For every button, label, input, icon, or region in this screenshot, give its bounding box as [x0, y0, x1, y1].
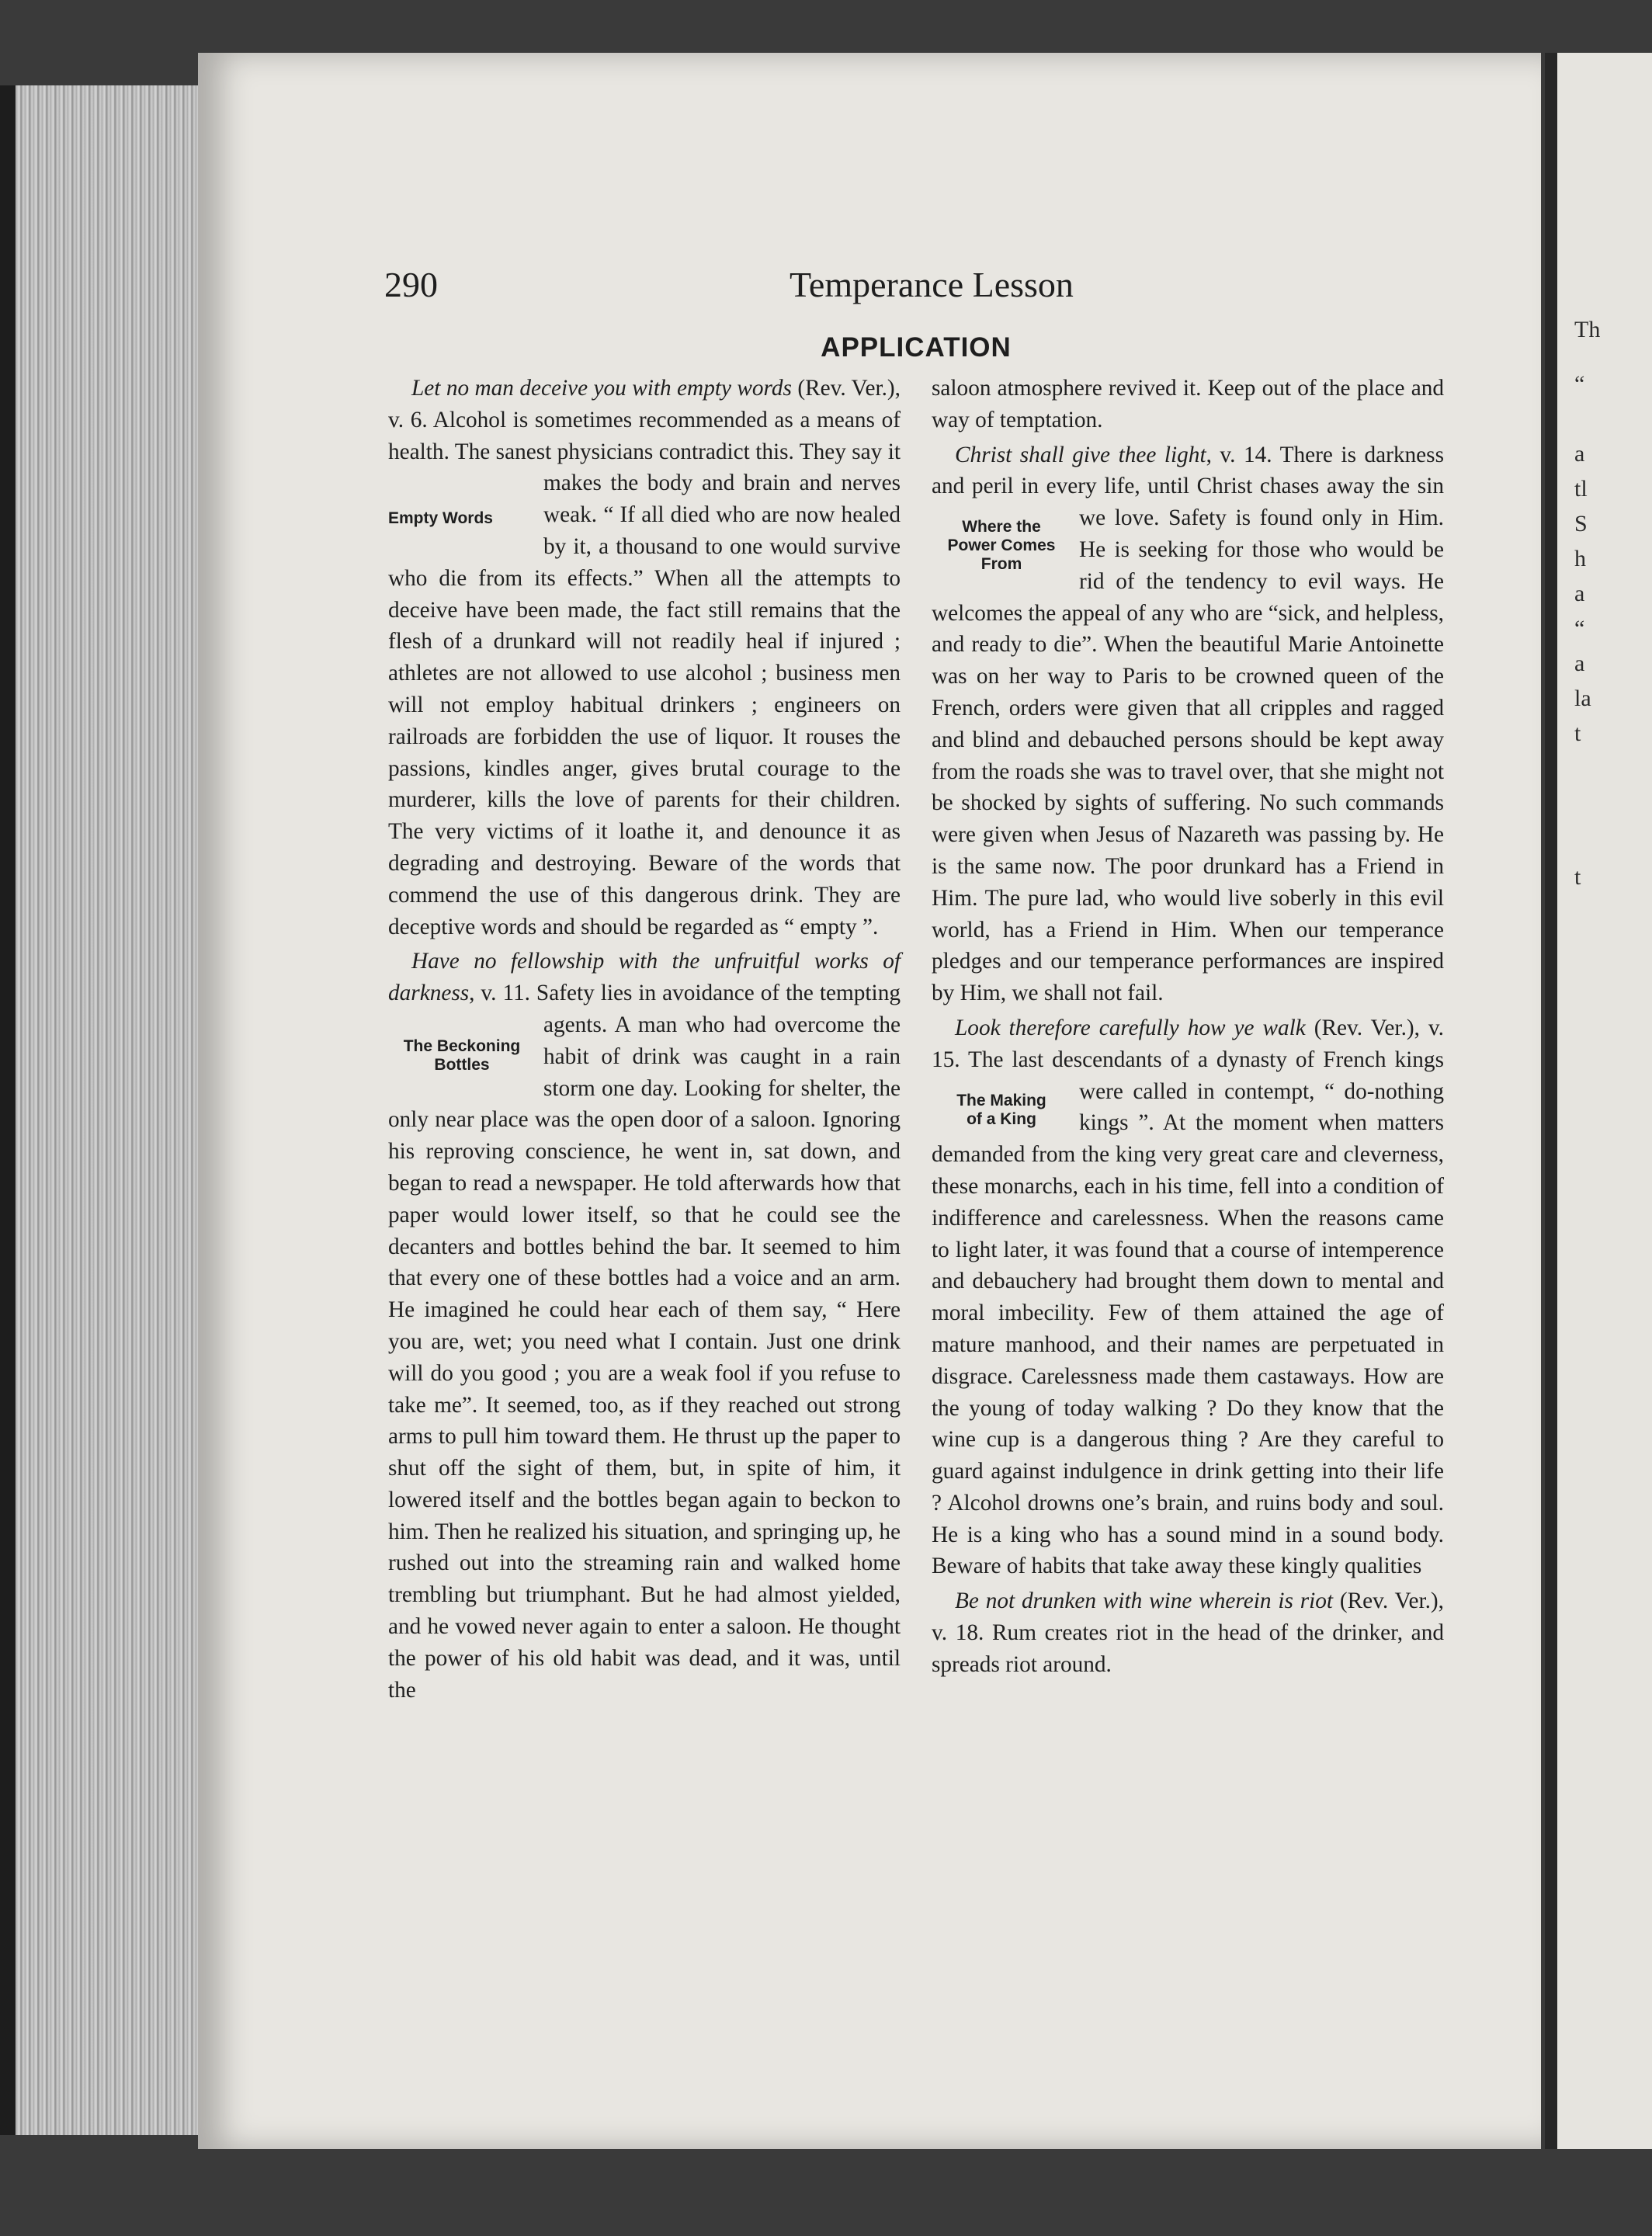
scripture-quote: Christ shall give thee light: [955, 442, 1206, 467]
scripture-quote: Be not drunken with wine wherein is riot: [955, 1588, 1334, 1614]
right-column: [932, 373, 1444, 1681]
marginal-note-power-comes-from: Where the Power Comes From: [947, 518, 1056, 574]
scripture-quote: Have no fellowship with the unfruitful works of darkness: [388, 949, 901, 1006]
next-page-fragment: tl: [1574, 476, 1588, 502]
paragraph-power-comes-from: [932, 439, 1444, 1009]
paragraph-text: , v. 14. There is darkness and peril in every life, until Christ chases away the sin we love. Safety is found: [932, 442, 1444, 531]
next-page-fragment: la: [1574, 686, 1591, 711]
paragraph-beckoning-bottles: [388, 946, 901, 1706]
paragraph-empty-words: [388, 373, 901, 943]
left-column: [388, 373, 901, 1706]
next-page-fragment: “: [1574, 616, 1585, 641]
paragraph-text: “ do-nothing kings ”. At the moment when matters demanded from the king very great care and cleverness, these monarchs, each in his time, fell into a condition of indifference and carelessness. When the reasons came to light later, it was found that a course of intemperence and debauchery had brought them down to mental and moral imbecility. Few of them attained the age of mature manhood, and their names are perpetuated in disgrace. Carelessness made them castaways. How are the young of today walking ? Do they know that the wine cup is a dangerous thing ? Are they careful to guard against indulgence in drink getting into their life ? Alcohol drowns one’s brain, and ruins body and soul. He is a king who has a sound mind in a sound body. Beware of habits that take away these kingly qualities: [932, 1078, 1444, 1579]
marginal-note-beckoning-bottles: The Beckoning Bottles: [403, 1036, 521, 1074]
paragraph-text: (Rev. Ver.), v. 18. Rum creates riot in the head of the drinker, and spreads riot around.: [932, 1588, 1445, 1677]
running-head: Temperance Lesson: [790, 265, 1074, 304]
paragraph-text: overcome the habit of drink was caught in a rain storm one day. Looking for shelter, the only near place was the open door of a saloon. Ignoring his reproving conscience, he went in, sat down, and began to read a newspaper. He told afterwards how that paper would lower itself, so that he could see the decanters and bottles behind the bar. It seemed to him that every one of these bottles had a voice and an arm. He imagined he could hear each of them say, “ Here you are, wet; you need what I contain. Just one drink will do you good ; you are a weak fool if you refuse to take me”. It seemed, too, as if they reached out strong arms to pull him toward them. He thrust up the paper to shut off the sight of them, but, in spite of him, it lowered itself and the bottles began again to beckon to him. Then he realized his situation, and springing up, he rushed out into the streaming rain and walked home trembling but triumphant. But he had almost yielded, and he vowed never again to enter a saloon. He thought the power of his old habit was dead, and it was, until the: [388, 1012, 901, 1703]
next-page-fragment: a: [1574, 581, 1585, 606]
paragraph-text: only in Him. He is seeking for those who would be rid of the tendency to evil ways. He welcomes the appeal of any who are “sick, and helpless, and ready to die”. When the beautiful Marie Antoinette was on her way to Paris to be crowned queen of the French, orders were given that all cripples and ragged and blind and debauched persons should be kept away from the roads she was to travel over, that she might not be shocked by sights of suffering. No such commands were given when Jesus of Nazareth was passing by. He is the same now. The poor drunkard has a Friend in Him. The pure lad, who would live soberly in this evil world, has a Friend in Him. When our temperance pledges and our temperance performances are inspired by Him, we shall not fail.: [932, 505, 1445, 1006]
page-number: 290: [384, 265, 438, 304]
next-page-fragment: S: [1574, 511, 1588, 536]
next-page-fragment: h: [1574, 546, 1586, 571]
paragraph-making-of-a-king: [932, 1012, 1444, 1582]
next-page-fragment: “: [1574, 371, 1585, 397]
paragraph-continuation: saloon atmosphere revived it. Keep out of the place and way of temptation.: [932, 376, 1444, 432]
marginal-note-making-of-a-king: The Making of a King: [956, 1091, 1046, 1128]
next-page-fragment: t: [1574, 864, 1581, 890]
paragraph-riot: [932, 1585, 1444, 1680]
paragraph-text: (Rev. Ver.), v. 15. The last descendants of a dynasty of French kings were called in contempt,: [932, 1015, 1444, 1104]
next-page-fragment: t: [1574, 720, 1581, 746]
page-header: [384, 264, 1448, 311]
paragraph-text: , v. 11. Safety lies in avoidance of the tempting agents. A man who had: [469, 981, 901, 1037]
paragraph-text: (Rev. Ver.), v. 6. Alcohol is sometimes recommended as a means of health. The sanest physicians contradict this. They: [388, 376, 901, 464]
book-cover-edge: [0, 85, 16, 2135]
scripture-quote: Let no man deceive you with empty words: [411, 376, 792, 401]
marginal-note-empty-words: Empty Words: [388, 509, 493, 528]
next-page-fragment: Th: [1574, 317, 1601, 342]
section-title: APPLICATION: [821, 332, 1012, 363]
next-page-fragment: a: [1574, 441, 1585, 467]
next-page-edge: [1545, 53, 1652, 2149]
paragraph-text: say it makes the body and brain and nerves weak. “ If all died who are now healed by it, a thousand to one would survive who die from its effects.” When all the attempts to deceive have been made, the fact still remains that the flesh of a drunkard will not readily heal if injured ; athletes are not allowed to use alcohol ; business men will not employ habitual drinkers ; engineers on railroads are forbidden the use of liquor. It rouses the passions, kindles anger, gives brutal courage to the murderer, kills the love of parents for their children. The very victims of it loathe it, and denounce it as degrading and destroying. Beware of the words that commend the use of this dangerous drink. They are deceptive words and should be regarded as “ empty ”.: [388, 439, 901, 939]
scripture-quote: Look therefore carefully how ye walk: [955, 1015, 1306, 1040]
next-page-fragment: a: [1574, 651, 1585, 676]
